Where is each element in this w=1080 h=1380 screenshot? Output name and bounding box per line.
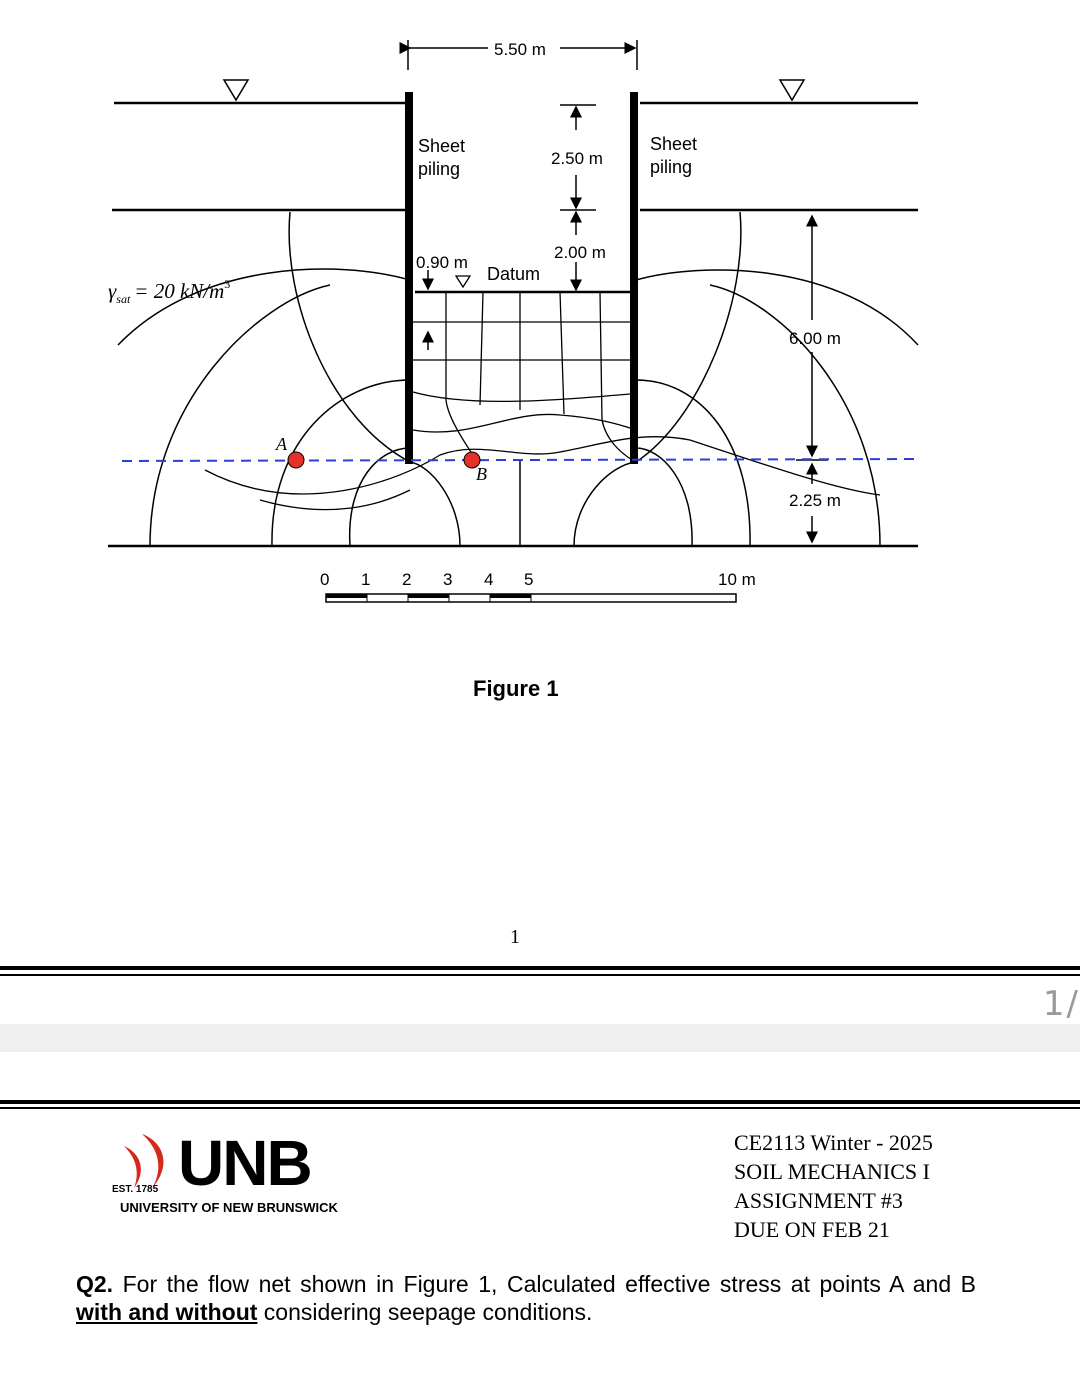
- viewer-band: [0, 1024, 1080, 1052]
- page-separator-bottom-thin: [0, 1107, 1080, 1109]
- flow-net-grid: [205, 292, 880, 510]
- scale-tick-2: 2: [402, 570, 412, 589]
- logo-subtitle: UNIVERSITY OF NEW BRUNSWICK: [120, 1200, 338, 1215]
- sheet-piling-left-label: Sheet piling: [418, 136, 466, 179]
- scale-tick-0: 0: [320, 570, 330, 589]
- viewer-page-indicator: 1/: [1042, 984, 1080, 1024]
- scale-tick-3: 3: [443, 570, 453, 589]
- question-label: Q2.: [76, 1271, 114, 1297]
- datum-label: Datum: [487, 264, 541, 284]
- sheet-piling-right: [630, 92, 638, 464]
- figure-caption: Figure 1: [473, 676, 559, 701]
- scale-tick-1: 1: [361, 570, 371, 589]
- page-separator-top: [0, 966, 1080, 970]
- course-line-1: CE2113 Winter - 2025: [734, 1130, 933, 1155]
- logo-name: UNB: [178, 1127, 311, 1199]
- scale-tick-5: 5: [524, 570, 534, 589]
- course-line-4: DUE ON FEB 21: [734, 1217, 890, 1242]
- scale-tick-4: 4: [484, 570, 494, 589]
- dim-250-label: 2.50 m: [551, 149, 603, 168]
- datum-icon: [456, 276, 470, 287]
- sheet-piling-left: [405, 92, 413, 464]
- dim-600-label: 6.00 m: [789, 329, 841, 348]
- question-body: For the flow net shown in Figure 1, Calculated effective stress at points A and B: [122, 1271, 976, 1297]
- course-line-2: SOIL MECHANICS I: [734, 1159, 930, 1184]
- scale-bar: [320, 570, 756, 602]
- question-text: [76, 1270, 976, 1326]
- page-separator-top-thin: [0, 974, 1080, 976]
- course-info: [734, 1128, 933, 1244]
- logo-est: EST. 1785: [112, 1184, 159, 1195]
- page-number: 1: [510, 926, 520, 948]
- dim-200-label: 2.00 m: [554, 243, 606, 262]
- dim-225-label: 2.25 m: [789, 491, 841, 510]
- water-level-icon-right: [780, 80, 804, 100]
- point-a-marker: [288, 452, 304, 468]
- point-b-label: B: [476, 464, 487, 484]
- unb-logo: [112, 1128, 352, 1218]
- question-emphasis: with and without: [76, 1299, 258, 1325]
- dim-090-label: 0.90 m: [416, 253, 468, 272]
- unit-weight-label: $\gamma_{sat} = 20$ $kN/m^3$: [108, 277, 231, 306]
- scale-end-label: 10 m: [718, 570, 756, 589]
- sheet-piling-right-label: Sheet piling: [650, 134, 698, 177]
- question-tail: considering seepage conditions.: [257, 1299, 593, 1325]
- course-line-3: ASSIGNMENT #3: [734, 1188, 903, 1213]
- water-level-icon-left: [224, 80, 248, 100]
- dim-width-label: 5.50 m: [494, 40, 546, 59]
- page-separator-bottom: [0, 1100, 1080, 1104]
- point-a-label: A: [276, 434, 287, 454]
